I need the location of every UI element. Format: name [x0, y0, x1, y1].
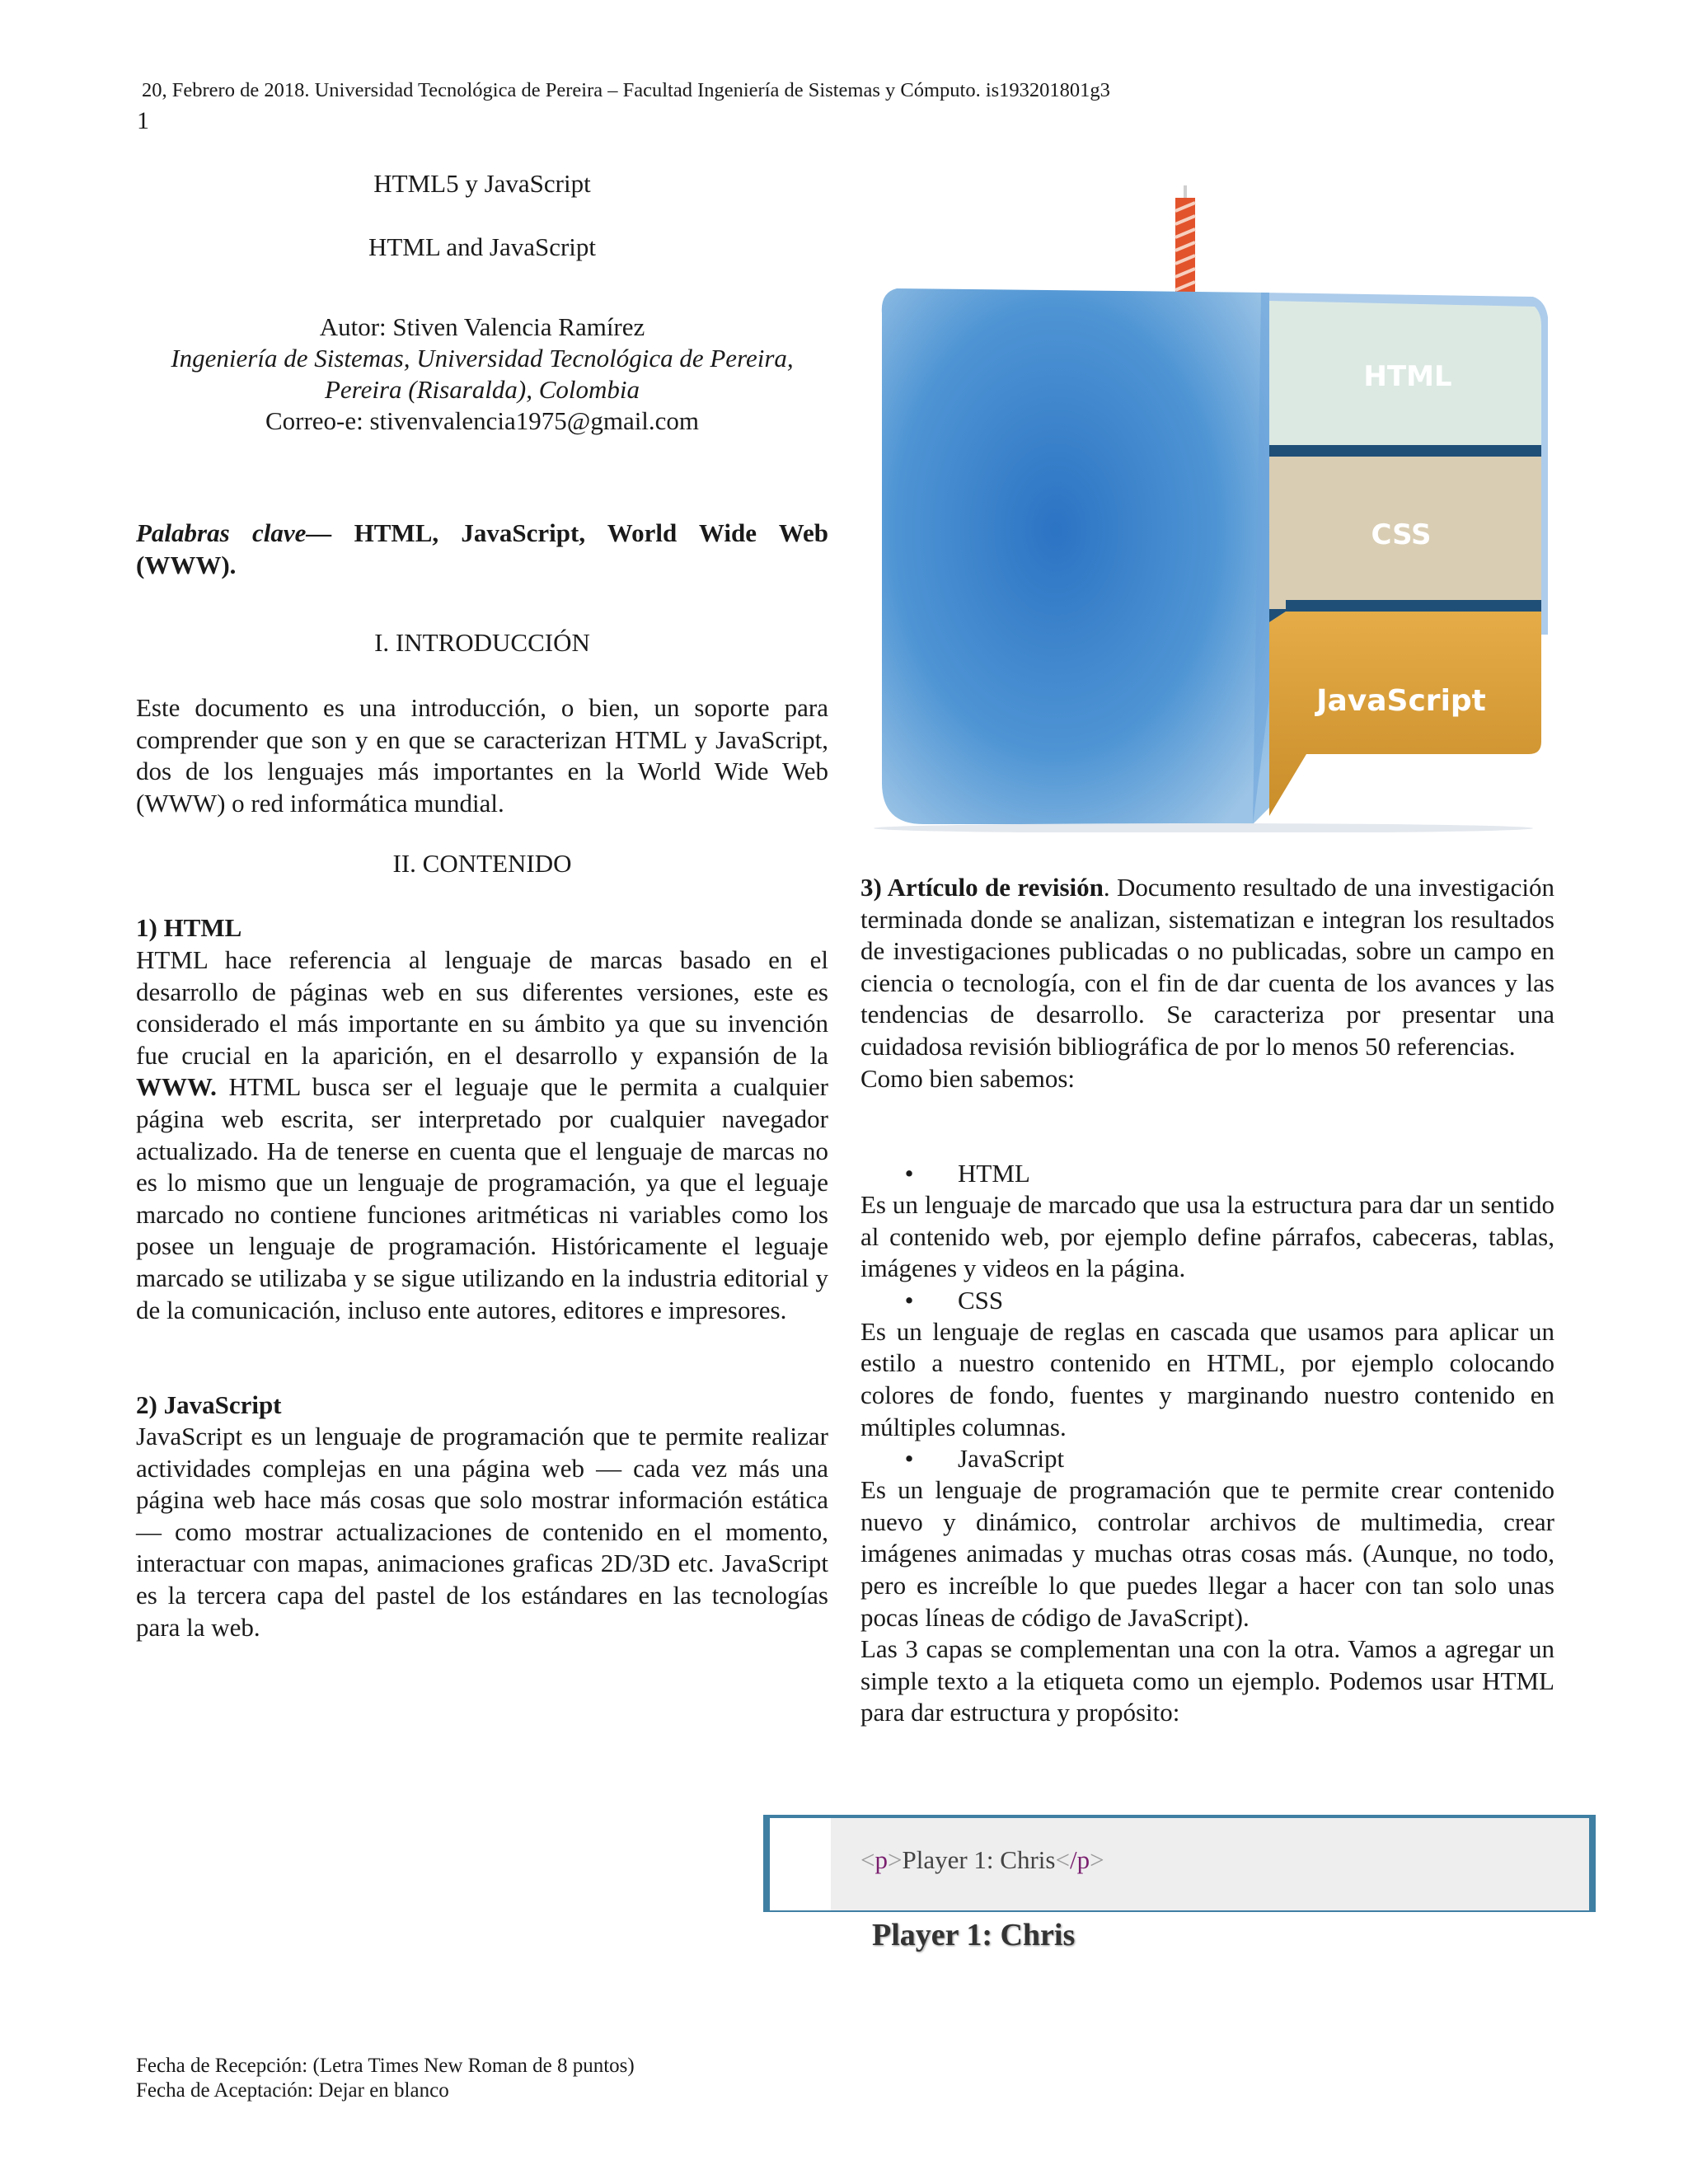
- author-email: Correo-e: stivenvalencia1975@gmail.com: [265, 406, 700, 435]
- html-text-a: HTML hace referencia al lenguaje de marcas basado en el desarrollo de páginas web en sus diferentes versiones, este es considerado el más importante en su ámbito ya que su invención fue crucial en la aparición, en el desarrollo y expansión de la: [136, 945, 828, 1070]
- page-number: 1: [137, 107, 149, 134]
- author-affiliation-1: Ingeniería de Sistemas, Universidad Tecnológica de Pereira,: [171, 344, 794, 373]
- author-name: Autor: Stiven Valencia Ramírez: [319, 312, 645, 341]
- review-heading: 3) Artículo de revisión: [860, 873, 1104, 902]
- bullet-javascript: • JavaScript: [904, 1444, 1065, 1474]
- accepted-date: Fecha de Aceptación: Dejar en blanco: [136, 2079, 449, 2102]
- section-intro-heading: I. INTRODUCCIÓN: [374, 628, 590, 657]
- code-snippet: <p>Player 1: Chris</p>: [860, 1845, 1104, 1874]
- title-es: HTML5 y JavaScript: [373, 169, 591, 198]
- html-layer-label: HTML: [1363, 360, 1452, 393]
- js-text: [136, 1421, 828, 1643]
- keywords-text: HTML, JavaScript, World Wide Web (WWW).: [136, 518, 828, 579]
- html-text-b: HTML busca ser el leguaje que le permita a cualquier página web escrita, ser interpretado por cualquier navegador actualizado. Ha de tenerse en cuenta que el lenguaje de marcas no es lo mismo que un lenguaje de programación, ya que el leguaje marcado no contiene funciones aritméticas ni variables como los posee un lenguaje de programación. Históricamente el leguaje marcado se utilizaba y se sigue utilizando en la industria editorial y de la comunicación, incluso ente autores, editores e impresores.: [136, 1072, 828, 1324]
- layer-cake-illustration: [857, 173, 1558, 832]
- cake-body-shape: [882, 288, 1269, 824]
- candle-icon: [1175, 185, 1195, 295]
- code-example-box: [763, 1815, 1596, 1912]
- author-block: [136, 312, 828, 437]
- review-text: [860, 872, 1554, 1094]
- bullet-list: [860, 1158, 1554, 1729]
- intro-paragraph: Este documento es una introducción, o bien, un soporte para comprender que son y en que se caracterizan HTML y JavaScript, dos de los lenguajes más importantes en la World Wide Web (WWW) o red informática mundial.: [136, 693, 828, 818]
- html-subheading: 1) HTML: [136, 913, 242, 942]
- review-paragraph: . Documento resultado de una investigación terminada donde se analizan, sistematizan e integran los resultados de investigaciones publicadas o no publicadas, sobre un campo en ciencia o tecnología, con el fin de dar cuenta de los avances y las tendencias de desarrollo. Se caracteriza por presentar una cuidadosa revisión bibliográfica de por lo menos 50 referencias.: [860, 873, 1554, 1061]
- js-paragraph: JavaScript es un lenguaje de programación que te permite realizar actividades complejas en una página web — cada vez más una página web hace más cosas que solo mostrar información estática — como mostrar actualizaciones de contenido en el momento, interactuar con mapas, animaciones graficas 2D/3D etc. JavaScript es la tercera capa del pastel de los estándares en las tecnologías para la web.: [136, 1422, 828, 1642]
- rendered-output: Player 1: Chris: [872, 1918, 1076, 1952]
- html-text: [136, 944, 828, 1326]
- section-intro-text: [136, 692, 828, 819]
- bullet-html-text: Es un lenguaje de marcado que usa la estructura para dar un sentido al contenido web, por ejemplo define párrafos, cabeceras, tablas, imágenes y videos en la página.: [860, 1190, 1554, 1283]
- footer: [136, 2054, 635, 2103]
- keywords-label: Palabras clave—: [136, 518, 332, 547]
- bullet-css-text: Es un lenguaje de reglas en cascada que usamos para aplicar un estilo a nuestro contenido en HTML, por ejemplo colocando colores de fondo, fuentes y marginando nuestro contenido en múltiples columnas.: [860, 1316, 1554, 1441]
- bullet-css: • CSS: [904, 1285, 1004, 1315]
- javascript-layer-label: JavaScript: [1316, 684, 1486, 718]
- html-layer: [1269, 301, 1541, 445]
- js-subheading: 2) JavaScript: [136, 1390, 282, 1419]
- running-head: 20, Febrero de 2018. Universidad Tecnológica de Pereira – Facultad Ingeniería de Sistemas y Cómputo. is193201801g3: [142, 79, 1110, 101]
- javascript-layer: [1269, 612, 1541, 816]
- title-en: HTML and JavaScript: [368, 232, 597, 261]
- keywords: [136, 518, 828, 581]
- bullet-html: • HTML: [904, 1159, 1030, 1188]
- html-text-bold: WWW.: [136, 1072, 217, 1102]
- css-layer: [1269, 457, 1541, 609]
- css-layer-label: CSS: [1371, 518, 1432, 551]
- as-we-know: Como bien sabemos:: [860, 1063, 1076, 1093]
- web-layers-figure: [857, 173, 1558, 832]
- author-affiliation-2: Pereira (Risaralda), Colombia: [324, 375, 640, 404]
- section-content-heading: II. CONTENIDO: [392, 849, 572, 878]
- layers-paragraph: Las 3 capas se complementan una con la otra. Vamos a agregar un simple texto a la etiqueta como un ejemplo. Podemos usar HTML para dar estructura y propósito:: [860, 1634, 1554, 1727]
- received-date: Fecha de Recepción: (Letra Times New Roman de 8 puntos): [136, 2055, 635, 2077]
- bullet-javascript-text: Es un lenguaje de programación que te permite crear contenido nuevo y dinámico, controlar archivos de multimedia, crear imágenes animadas y muchas otras cosas más. (Aunque, no todo, pero es increíble lo que puedes llegar a hacer con tan solo unas pocas líneas de código de JavaScript).: [860, 1475, 1554, 1632]
